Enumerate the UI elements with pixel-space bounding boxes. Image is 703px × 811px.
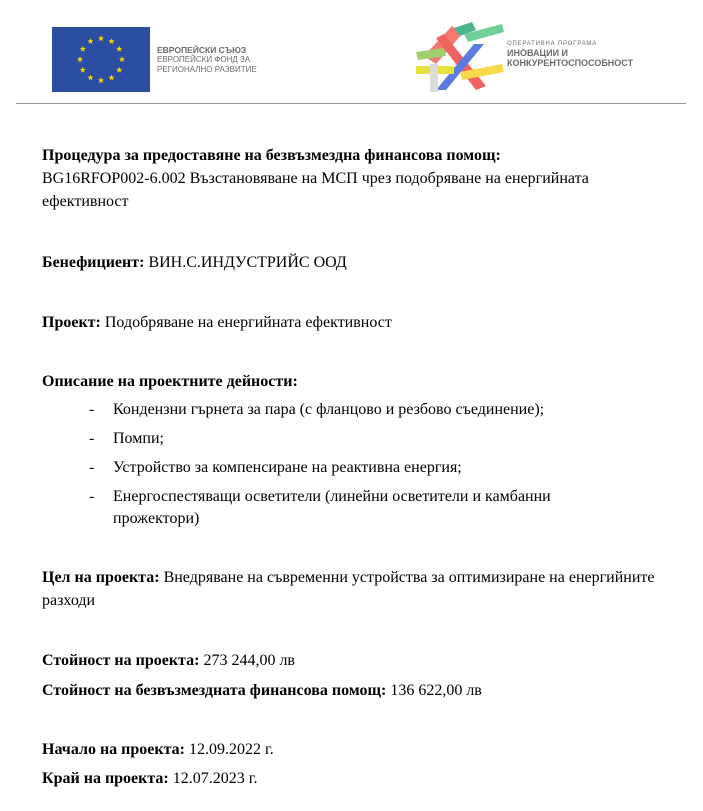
list-item: - Помпи; bbox=[89, 430, 164, 447]
op-innovation-logo-icon bbox=[414, 20, 506, 92]
op-logo-small: ОПЕРАТИВНА ПРОГРАМА bbox=[507, 41, 597, 47]
activity-text: Енергоспестяващи осветители (линейни осветители и камбанни прожектори) bbox=[113, 488, 551, 527]
procedure-label: Процедура за предоставяне на безвъзмездна финансова помощ: bbox=[42, 147, 501, 164]
project-value: Подобряване на енергийната ефективност bbox=[104, 314, 392, 331]
list-item: - Енергоспестяващи осветители (линейни осветители и камбанни прожектори) bbox=[89, 488, 551, 527]
eu-star-icon bbox=[77, 56, 83, 62]
eu-stars-icon bbox=[52, 27, 150, 92]
eu-star-icon bbox=[80, 46, 86, 52]
project-line bbox=[42, 311, 672, 334]
end-value: 12.07.2023 г. bbox=[172, 770, 258, 787]
eu-star-icon bbox=[108, 74, 114, 80]
procedure-value: BG16RFOP002-6.002 Възстановяване на МСП чрез подобряване на енергийната ефективност bbox=[42, 170, 589, 210]
activities-list bbox=[42, 399, 672, 530]
grant-line bbox=[42, 679, 672, 702]
op-logo-line1: ИНОВАЦИИ И bbox=[507, 48, 569, 58]
eu-logo-line2: ЕВРОПЕЙСКИ ФОНД ЗА bbox=[157, 55, 251, 64]
cost-label: Стойност на проекта: bbox=[42, 652, 200, 669]
cost-line bbox=[42, 649, 672, 672]
list-item: - Кондензни гърнета за пара (с фланцово и резбово съединение); bbox=[89, 401, 545, 418]
activities-label: Описание на проектните дейности: bbox=[42, 373, 298, 390]
op-logo-text bbox=[507, 40, 633, 68]
header bbox=[0, 0, 703, 104]
eu-star-icon bbox=[87, 38, 93, 44]
beneficiary-line bbox=[42, 251, 672, 274]
eu-star-icon bbox=[87, 74, 93, 80]
eu-star-icon bbox=[108, 38, 114, 44]
op-logo-line2: КОНКУРЕНТОСПОСОБНОСТ bbox=[507, 58, 634, 68]
activity-text: Помпи; bbox=[113, 430, 164, 447]
end-label: Край на проекта: bbox=[42, 770, 169, 787]
goal-label: Цел на проекта: bbox=[42, 569, 160, 586]
header-divider bbox=[16, 103, 686, 104]
eu-logo-line1: ЕВРОПЕЙСКИ СЪЮЗ bbox=[157, 45, 247, 55]
eu-star-icon bbox=[116, 67, 122, 73]
cost-value: 273 244,00 лв bbox=[203, 652, 295, 669]
start-line bbox=[42, 738, 672, 761]
goal-line bbox=[42, 566, 672, 612]
grant-label: Стойност на безвъзмездната финансова помощ: bbox=[42, 682, 387, 699]
eu-star-icon bbox=[80, 67, 86, 73]
eu-star-icon bbox=[116, 46, 122, 52]
grant-value: 136 622,00 лв bbox=[390, 682, 482, 699]
document-body bbox=[42, 140, 672, 790]
eu-star-icon bbox=[98, 35, 104, 41]
end-line bbox=[42, 767, 672, 790]
goal-value: Внедряване на съвременни устройства за оптимизиране на енергийните разходи bbox=[42, 569, 655, 609]
eu-star-icon bbox=[119, 56, 125, 62]
eu-logo-line3: РЕГИОНАЛНО РАЗВИТИЕ bbox=[157, 65, 257, 74]
beneficiary-label: Бенефициент: bbox=[42, 254, 145, 271]
activities-label-line bbox=[42, 370, 672, 393]
eu-flag-logo bbox=[52, 27, 150, 92]
beneficiary-value: ВИН.С.ИНДУСТРИЙС ООД bbox=[148, 254, 347, 271]
procedure-label-line bbox=[42, 144, 672, 167]
eu-logo-text bbox=[157, 45, 257, 75]
eu-star-icon bbox=[98, 77, 104, 83]
start-value: 12.09.2022 г. bbox=[188, 741, 274, 758]
start-label: Начало на проекта: bbox=[42, 741, 185, 758]
activity-text: Кондензни гърнета за пара (с фланцово и резбово съединение); bbox=[113, 401, 545, 418]
project-label: Проект: bbox=[42, 314, 101, 331]
activity-text: Устройство за компенсиране на реактивна енергия; bbox=[113, 459, 462, 476]
list-item: - Устройство за компенсиране на реактивна енергия; bbox=[89, 459, 462, 476]
